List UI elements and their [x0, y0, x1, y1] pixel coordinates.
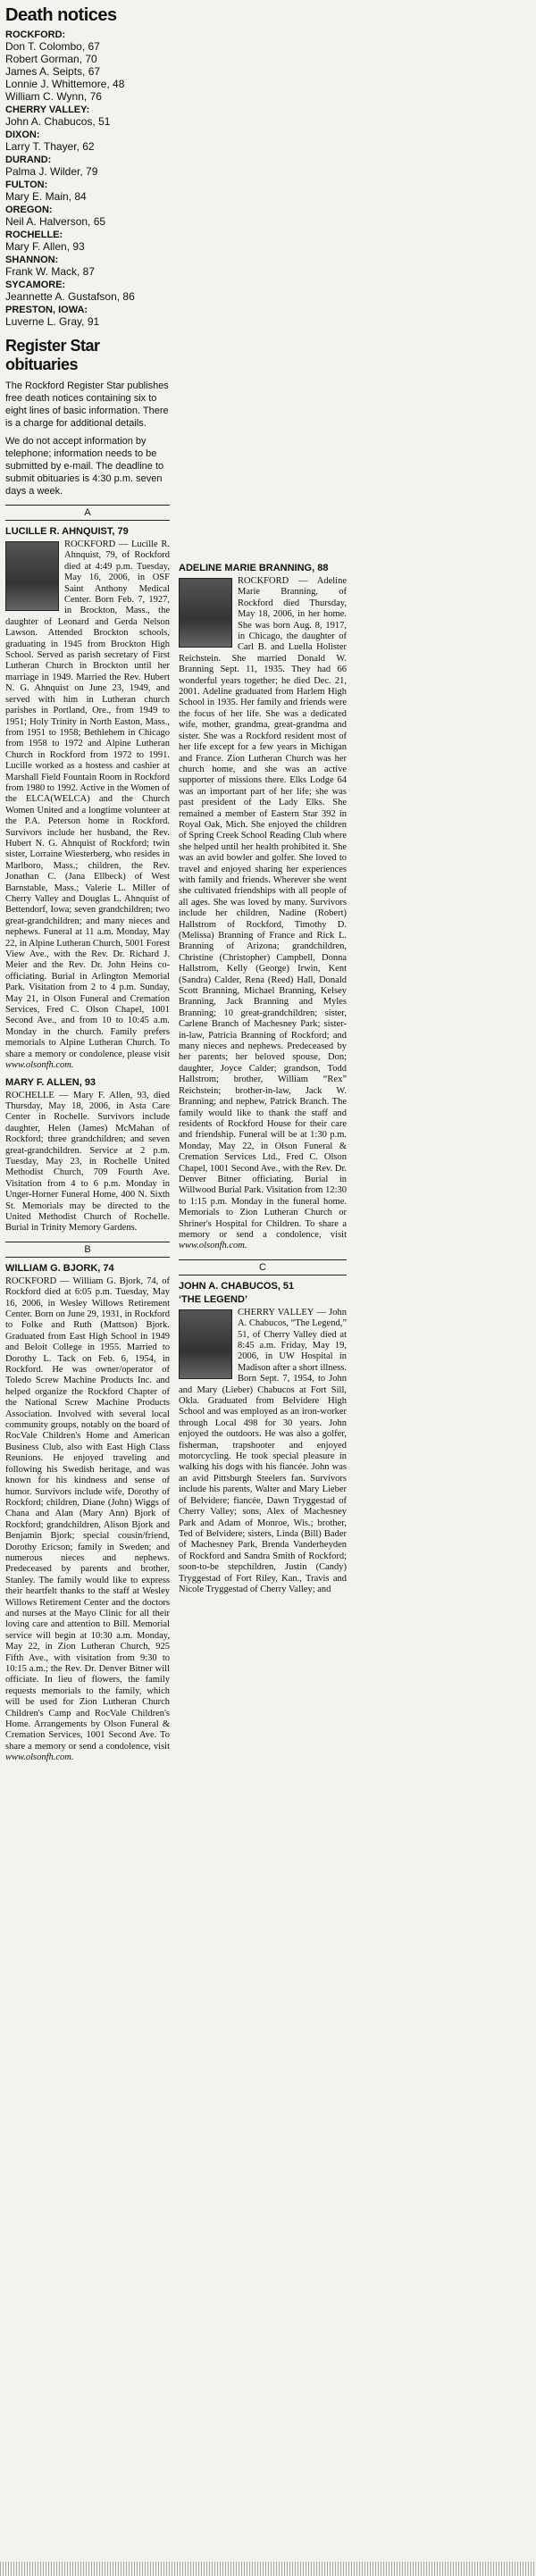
obit-ahnquist [5, 526, 170, 1072]
obit-body: CHERRY VALLEY — John A. Chabucos, “The Legend,” 51, of Cherry Valley died at 8:45 a.m. Friday, May 19, 2006, in UW Hospital in Madison after a short illness. Born Sept. 7, 1954, to John and Mary (Lieber) Chabucos at Fort Sill, Okla. Graduated from Belvidere High School and was employed as an iron-worker through Local 498 for 30 years. John enjoyed the outdoors. He was also a golfer, fisherman, trapshooter and enjoyed motorcycling. He took special pleasure in walking his dogs with his fiancée. John was an avid Pittsburgh Steelers fan. Survivors include his parents, Walter and Mary Lieber of Belvidere; fiancée, Dawn Tryggestad of Cherry Valley; sons, Alex of Machesney Park and Adam of Monroe, Wis.; brother, Ted of Belvidere; sisters, Linda (Bill) Bader of Machesney Park, Brenda Vanderheyden of Rockford and Sandra Smith of Rockford; soon-to-be stepchildren, Justin (Candy) Tryggestad of Fort Riley, Kan., Travis and Nicole Tryggestad of Cherry Valley; and [179, 1307, 347, 1594]
right-column [179, 0, 347, 1595]
death-notices-heading: Death notices [5, 5, 117, 25]
notice-town: ROCHELLE: [5, 230, 63, 240]
page-edge-strip [0, 2562, 536, 2576]
left-column [5, 0, 170, 1764]
obit-web-link[interactable]: www.olsonfh.com. [5, 1060, 74, 1071]
obit-web-link[interactable]: www.olsonfh.com. [5, 1752, 74, 1763]
section-letter-a: A [5, 505, 170, 521]
notice-name: John A. Chabucos, 51 [5, 115, 111, 128]
obit-body: ROCKFORD — William G. Bjork, 74, of Rockford died at 6:05 p.m. Tuesday, May 16, 2006, in Wesley Willows Retirement Center. Born on June 29, 1931, in Rockford to Folke and Ruth (Mattson) Bjork. Graduated from East High School in 1949 and Beloit College in 1955. Married to Dorothy L. Tack on Feb. 6, 1954, in Rockford. He was owner/operator of Toledo Screw Machine Products Inc. and helped organize the Rockford Chapter of the National Screw Machine Products Association. Involved with several local community groups, notably on the board of RocVale Children's Home and American Business Club, also with East High Class Reunions. He enjoyed traveling and following his Swedish heritage, and was known for his kindness and sense of humor. Survivors include wife, Dorothy of Rockford; children, Diane (John) Wiggs of Chana and Alan (Mary Ann) Bjork of Rockford; grandchildren, Alison Bjork and Benjamin Bjork; special cousin/friend, Dorothy Ericson; family in Sweden; and numerous nieces and nephews. Predeceased by parents and brother, Stanley. The family would like to express their heartfelt thanks to the staff at Wesley Willows Retirement Center and the doctors and nurses at the Mayo Clinic for all their loving care and attention to Bill. Memorial service will begin at 10:30 a.m. Monday, May 22, in Zion Lutheran Church, 925 Fifth Ave., with visitation from 9:30 to 10:15 a.m.; the Rev. Dr. Denver Bitner will officiate. In lieu of flowers, the family requests memorials to the family, which will be used for Zion Lutheran Church Children's Camp and RocVale Children's Home. Arrangements by Olson Funeral & Cremation Services, 1001 Second Ave. To share a memory or send a condolence, visit www.olsonfh.com. [5, 1275, 170, 1763]
obit-name: JOHN A. CHABUCOS, 51 [179, 1280, 295, 1292]
section-letter-b: B [5, 1242, 170, 1258]
notice-town: DURAND: [5, 155, 52, 165]
notice-name: Robert Gorman, 70 [5, 53, 97, 65]
obit-photo [179, 578, 232, 648]
obit-photo [5, 541, 59, 611]
notice-name: Frank W. Mack, 87 [5, 265, 96, 278]
notice-name: Don T. Colombo, 67 [5, 40, 100, 53]
register-deadline-text: We do not accept information by telephone; information needs to be submitted by e-mail. The deadline to submit obituaries is 4:30 p.m. seven days a week. [5, 436, 164, 497]
obit-photo [179, 1309, 232, 1379]
obit-web-link[interactable]: www.olsonfh.com. [179, 1241, 247, 1251]
notice-town: SYCAMORE: [5, 280, 66, 290]
obit-name: ADELINE MARIE BRANNING, 88 [179, 563, 329, 573]
notice-name: Palma J. Wilder, 79 [5, 165, 98, 178]
notice-town: FULTON: [5, 180, 48, 190]
section-letter-c: C [179, 1259, 347, 1275]
obit-name: WILLIAM G. BJORK, 74 [5, 1262, 114, 1274]
obit-chabucos [179, 1281, 347, 1596]
notice-name: Luverne L. Gray, 91 [5, 315, 100, 328]
death-notices-list [5, 29, 170, 328]
notice-name: William C. Wynn, 76 [5, 90, 102, 103]
notice-name: Lonnie J. Whittemore, 48 [5, 78, 125, 90]
register-heading: Register Star obituaries [5, 337, 100, 373]
obit-subname: ‘THE LEGEND’ [179, 1293, 248, 1305]
notice-name: Larry T. Thayer, 62 [5, 140, 95, 153]
register-policy-text: The Rockford Register Star publishes free death notices containing six to eight lines of basic information. There is a charge for additional details. [5, 381, 169, 429]
notice-town: SHANNON: [5, 255, 59, 265]
notice-name: Neil A. Halverson, 65 [5, 215, 106, 228]
obit-branning [179, 563, 347, 1252]
obit-name: MARY F. ALLEN, 93 [5, 1076, 96, 1088]
obit-bjork [5, 1263, 170, 1764]
obit-name: LUCILLE R. AHNQUIST, 79 [5, 526, 129, 537]
notice-town: CHERRY VALLEY: [5, 105, 90, 115]
notice-name: Mary F. Allen, 93 [5, 240, 85, 253]
obit-allen [5, 1077, 170, 1234]
obit-body: ROCHELLE — Mary F. Allen, 93, died Thursday, May 18, 2006, in Asta Care Center in Rochelle. Survivors include daughter, Helen (James) McMahan of Rockford; three grandchildren; and seven great-grandchildren. Service at 2 p.m. Tuesday, May 23, in Rochelle United Methodist Church, 709 Fourth Ave. Visitation from 4 to 6 p.m. Monday in Unger-Horner Funeral Home, 400 N. Sixth St. Memorials may be directed to the United Methodist Church of Rochelle. Burial in Trinity Memory Gardens. [5, 1090, 170, 1234]
notice-town: OREGON: [5, 205, 53, 215]
obit-body: ROCKFORD — Adeline Marie Branning, of Rockford died Thursday, May 18, 2006, in her home. She was born Aug. 8, 1917, in Chicago, the daughter of Carl B. and Luella Holister Reichstein. She married Donald W. Branning Sept. 11, 1935. They had 66 wonderful years together; he died Dec. 21, 2001. Adeline graduated from Harlem High School in 1935. Her family and friends were the focus of her life. She was a dedicated wife, mother, grandma, great-grandma and sister. She was a Rockford resident most of her life except for a few years in Michigan and France. Zion Lutheran Church was her church home, and she was an active supporter of missions there. Elks Lodge 64 was an important part of her life; she was past president of the Lady Elks. She remained a member of Eastern Star 392 in Royal Oak, Mich. She enjoyed the children of Spring Creek School Reading Club where she helped until her health prohibited it. She was an avid bowler and golfer. She loved to travel and enjoyed sharing her experiences with family and friends. Wherever she went she cultivated friendships with all people of all ages. She was loved by many. Survivors include her children, Nadine (Robert) Hallstrom of Rockford, Timothy D. (Melissa) Branning of France and Rick L. Branning of Arizona; grandchildren, Christine (Christopher) Campbell, Donna Hallstrom, Kelly (George) Irwin, Kent (Sandra) Calder, Rena (Reed) Hall, Donald Scott Branning, Michael Branning, Kelsey Branning, Jack Branning and Myles Branning; 10 great-grandchildren; sister, Carlene Branch of Machesney Park; sister-in-law, Patricia Branning of Rockford; and many nieces and nephews. Predeceased by her parents; her beloved spouse, Don; daughter, Joyce Calder; grandson, Todd Hallstrom; brother, William “Rex” Reichstein; brother-in-law, Jack W. Branning; and nephew, Patrick Branch. The family would like to thank the staff and residents of Rockford House for their care and friendship. Funeral will be at 1:30 p.m. Monday, May 22, in Olson Funeral & Cremation Services Ltd., Fred C. Olson Chapel, 1001 Second Ave., with the Rev. Dr. Denver Bitner officiating. Burial in Willwood Burial Park. Visitation from 12:30 to 1:15 p.m. Monday in the funeral home. Memorials to Zion Lutheran Church or Shriner's Hospital for Children. To share a memory or send a condolence, visit www.olsonfh.com. [179, 576, 347, 1251]
notice-town: PRESTON, IOWA: [5, 305, 88, 315]
notice-name: Jeannette A. Gustafson, 86 [5, 290, 135, 303]
notice-town: ROCKFORD: [5, 29, 66, 40]
notice-name: Mary E. Main, 84 [5, 190, 87, 203]
notice-name: James A. Seipts, 67 [5, 65, 101, 78]
obit-body: ROCKFORD — Lucille R. Ahnquist, 79, of Rockford died at 4:49 p.m. Tuesday, May 16, 2006, in OSF Saint Anthony Medical Center. Born Feb. 7, 1927, in Brockton, Mass., the daughter of Leonard and Gerda Nelson Lawson. Attended Brockton schools, graduating in 1945 from Brockton High School. Served as parish secretary of First Lutheran Church in Brockton until her marriage in 1949. Married the Rev. Hubert N. G. Ahnquist on June 23, 1949, and served with him in Lutheran church parishes in Portland, Ore., from 1949 to 1951; Holy Trinity in North Easton, Mass., from 1951 to 1958; Bethlehem in Chicago from 1958 to 1972 and Alpine Lutheran Church in Rockford from 1972 to 1991. Lucille worked as a hostess and cashier at Marshall Field Fountain Room in Rockford from 1980 to 1992. Active in the Women of the ELCA(WELCA) and the Church Women United and a longtime volunteer at the P.A. Peterson home in Rockford. Survivors include her husband, the Rev. Hubert N. G. Ahnquist of Rockford; twin sister, Lorraine Wiesterberg, who resides in Marlboro, Mass.; children, the Rev. Jonathan C. (Jana Ellbeck) of West Barnstable, Mass.; Valerie L. Miller of Cherry Valley and Douglas L. Ahnquist of Bettendorf, Iowa; seven grandchildren; two great-grandchildren; and many nieces and nephews. Funeral at 11 a.m. Monday, May 22, in Alpine Lutheran Church, 5001 Forest View Ave., with the Rev. Dr. Richard J. Meier and the Rev. Dr. John Heins co-officiating. Burial in Arlington Memorial Park. Visitation from 2 to 4 p.m. Sunday, May 21, in Olson Funeral and Cremation Services, Fred C. Olson Chapel, 1001 Second Ave., and from 10 to 10:45 a.m. Monday in the church. Family prefers memorials to Alpine Lutheran Church. To share a memory or condolence, please visit www.olsonfh.com. [5, 539, 170, 1071]
notice-town: DIXON: [5, 130, 40, 140]
